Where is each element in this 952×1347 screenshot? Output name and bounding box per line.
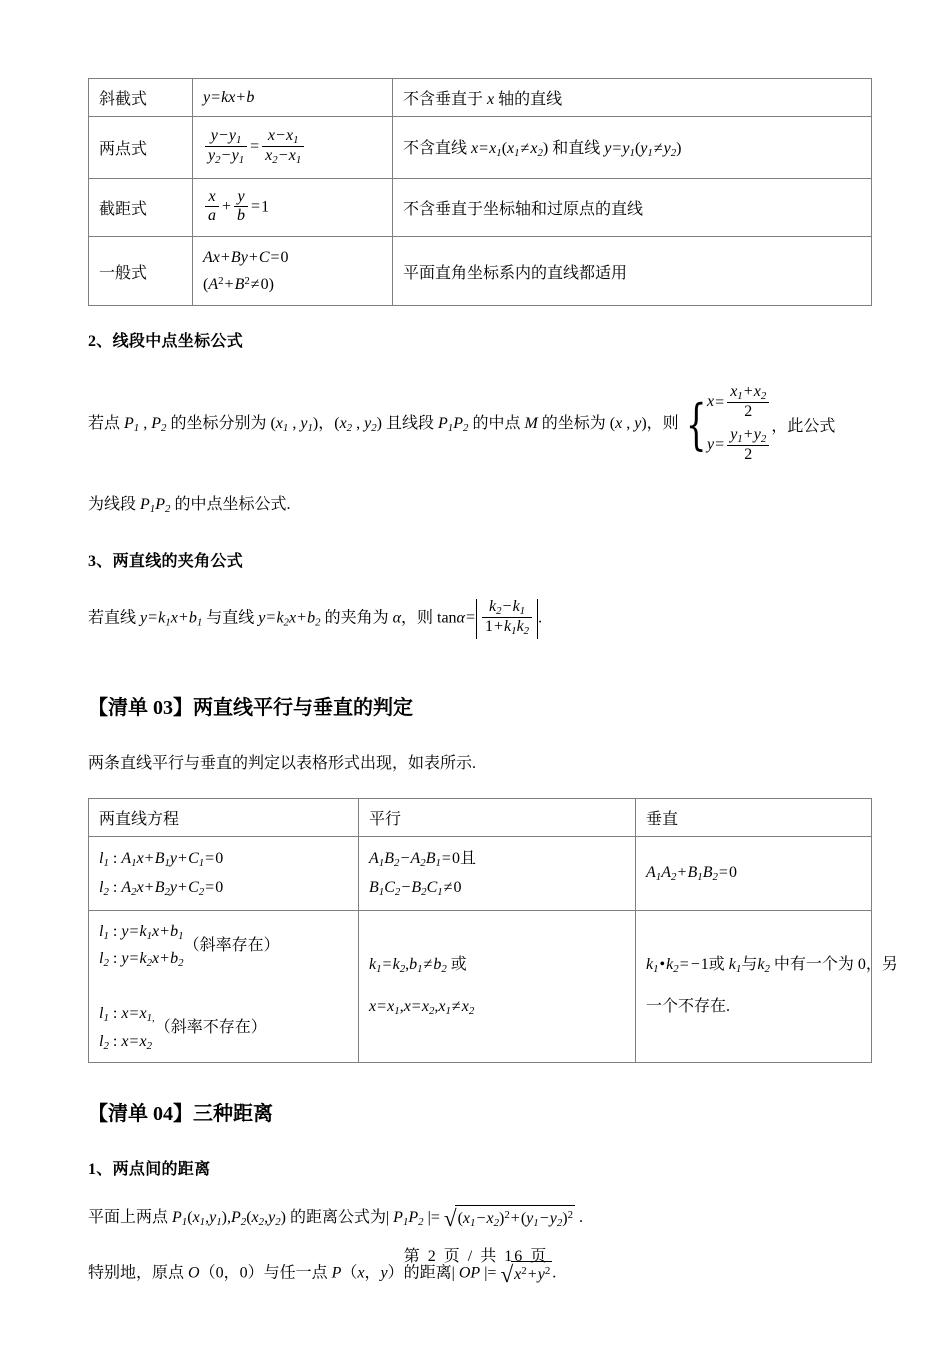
- line-form-note: 不含垂直于 x 轴的直线: [393, 79, 872, 117]
- angle-heading: 3、两直线的夹角公式: [88, 552, 244, 570]
- midpoint-line-1: 若点 $P_1$ , $P_2$ 的坐标分别为 ($x_1$ , $y_1$)，($x_2$ , $y_2$) 且线段 $P_1P_2$ 的中点 M 的坐标为 (x , y)，则: [88, 415, 679, 435]
- row-equations: $l_1$ : $A_1x+B_1y+C_1=0$ $l_2$ : $A_2x+B_2y+C_2=0$: [89, 836, 359, 910]
- two-point-distance-formula: 平面上两点 $P_1(x_1,y_1),P_2(x_2,y_2)$ 的距离公式为| $P_1P_2$ |= $√(x_1-x_2)^2+(y_1-y_2)^2$ .: [88, 1205, 584, 1232]
- line-forms-table: [88, 78, 872, 306]
- midpoint-heading: 2、线段中点坐标公式: [88, 333, 244, 351]
- line-form-note: 不含直线 $x=x_1(x_1\ne x_2)$ 和直线 $y=y_1(y_1\ne y_2)$: [393, 117, 872, 179]
- line-form-formula: $\frac{y-y_1}{y_2-y_1}$ = $\frac{x-x_1}{x_2-x_1}$: [193, 117, 393, 179]
- column-header-equations: 两直线方程: [89, 798, 359, 836]
- line-form-formula: y=kx+b: [193, 79, 393, 117]
- midpoint-line-2: 为线段 $P_1P_2$ 的中点坐标公式.: [88, 496, 291, 516]
- line-form-formula: $\frac{x}{a}$ + $\frac{y}{b}$ =1: [193, 179, 393, 237]
- column-header-parallel: 平行: [359, 798, 636, 836]
- table-header-row: [89, 798, 872, 836]
- row-parallel-condition: $A_1B_2-A_2B_1=0$且 $B_1C_2-B_2C_1\ne 0$: [359, 836, 636, 910]
- row-perpendicular-condition: $A_1A_2+B_1B_2=0$: [636, 836, 872, 910]
- table-row: [89, 237, 872, 306]
- line-form-name: 斜截式: [89, 79, 193, 117]
- parallel-perpendicular-table-body: [89, 836, 898, 1062]
- row-equations: $l_1$ : $y=k_1x+b_1$ $l_2$ : $y=k_2x+b_2$（斜率存在） $l_1$ : $x=x_{1,}$ $l_2$ : $x=x_2$（斜率不存在）: [89, 910, 359, 1062]
- table-row: [89, 836, 872, 910]
- left-brace-glyph: {: [685, 392, 707, 456]
- midpoint-line-1-tail: ，此公式: [771, 417, 836, 435]
- midpoint-system: [679, 381, 772, 467]
- qingdan-04-heading: 【清单 04】三种距离: [88, 1103, 273, 1126]
- row-parallel-condition: $k_1=k_2,b_1\ne b_2$ 或 $x=x_1,x=x_2,x_1\ne x_2$: [359, 910, 636, 1062]
- line-form-note: 平面直角坐标系内的直线都适用: [393, 237, 872, 306]
- origin-distance-formula: 特别地，原点 O（0，0）与任一点 P（x，y）的距离| OP |= $√x^2+y^2$ .: [88, 1262, 557, 1289]
- qingdan-03-heading: 【清单 03】两直线平行与垂直的判定: [88, 696, 413, 719]
- two-point-distance-heading: 1、两点间的距离: [88, 1161, 211, 1179]
- midpoint-x-equation: x= $\frac{x_1+x_2}{2}$: [707, 381, 771, 424]
- row-perpendicular-condition: $k_1•k_2= -1$或 $k_1$与$k_2$ 中有一个为 0，另 一个不存在.: [636, 910, 872, 1062]
- line-form-note: 不含垂直于坐标轴和过原点的直线: [393, 179, 872, 237]
- line-form-name: 一般式: [89, 237, 193, 306]
- line-forms-table-body: [89, 79, 872, 306]
- column-header-perpendicular: 垂直: [636, 798, 872, 836]
- parallel-perpendicular-table: [88, 798, 898, 1063]
- table-row: [89, 179, 872, 237]
- line-form-name: 两点式: [89, 117, 193, 179]
- midpoint-formula-row: [88, 381, 872, 467]
- line-form-name: 截距式: [89, 179, 193, 237]
- table-row: [89, 79, 872, 117]
- table-row: [89, 910, 872, 1062]
- angle-formula-line: 若直线 $y=k_1x+b_1$ 与直线 $y=k_2x+b_2$ 的夹角为 α，则 tanα= $\frac{k_2-k_1}{1+k_1k_2}$ .: [88, 597, 543, 638]
- page-content: [88, 0, 898, 1289]
- line-form-formula: Ax+By+C=0 $(A^2+B^2\ne 0)$: [193, 237, 393, 306]
- table-row: [89, 117, 872, 179]
- parallel-perpendicular-table-head: [89, 798, 872, 836]
- page-footer: 第 2 页 / 共 16 页: [403, 1248, 549, 1265]
- midpoint-y-equation: y= $\frac{y_1+y_2}{2}$: [707, 424, 771, 467]
- qingdan-03-intro: 两条直线平行与垂直的判定以表格形式出现，如表所示.: [88, 754, 477, 772]
